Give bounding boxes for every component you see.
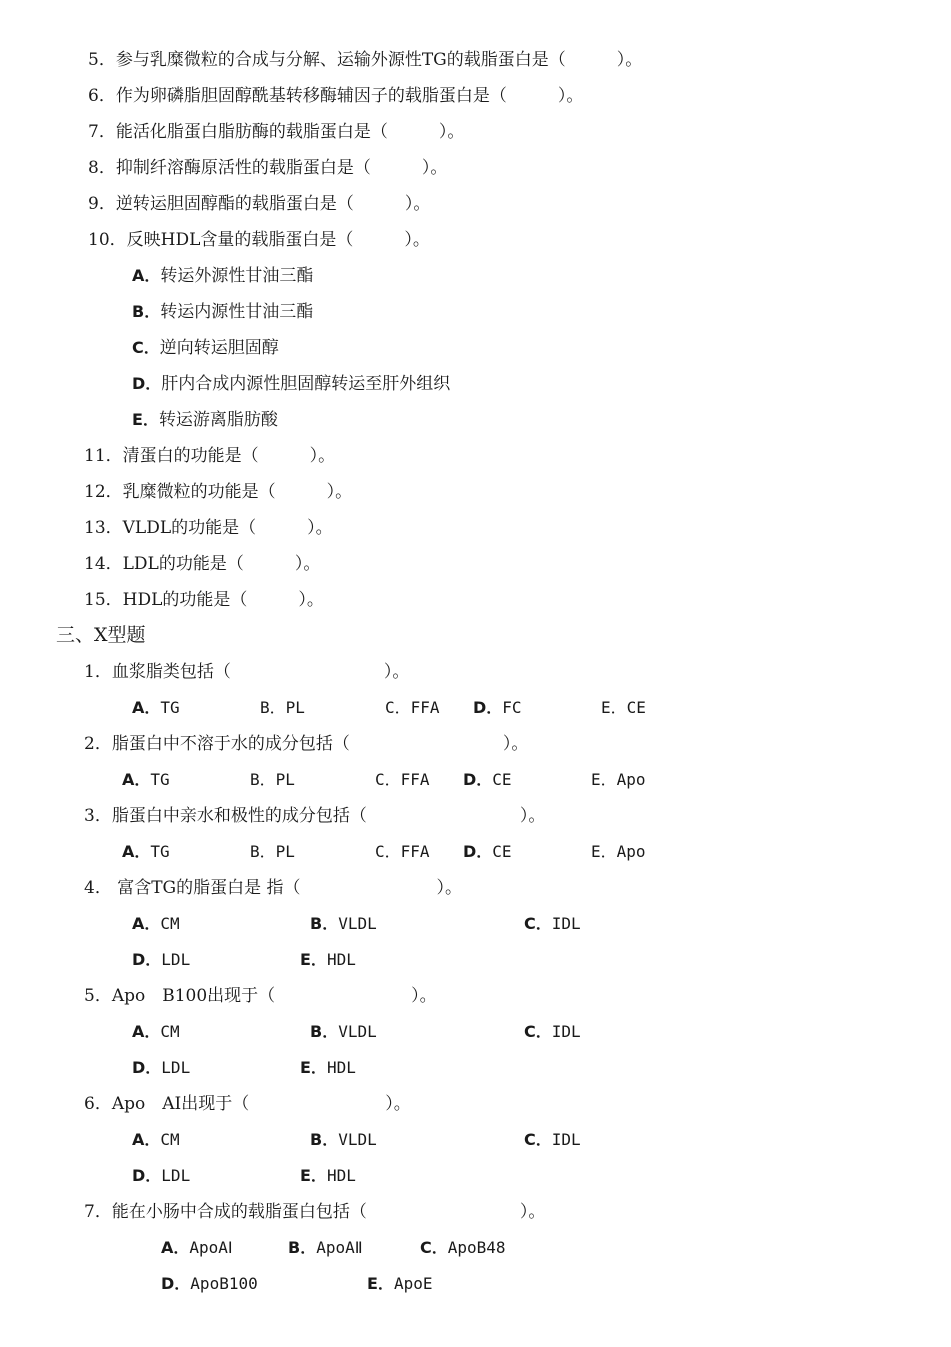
option-text: LDL xyxy=(161,950,191,969)
option-letter: D． xyxy=(132,950,162,969)
question-8: 8．抑制纤溶酶原活性的载脂蛋白是（ ）。 xyxy=(88,158,448,178)
option-letter: E． xyxy=(591,770,617,789)
option-text: VLDL xyxy=(338,1022,377,1041)
option-letter: B． xyxy=(260,698,286,717)
shared-option-a xyxy=(132,264,313,288)
option-letter: D． xyxy=(132,374,162,393)
option-text: CE xyxy=(626,698,646,717)
option-e xyxy=(591,768,646,792)
question-9: 9．逆转运胆固醇酯的载脂蛋白是（ ）。 xyxy=(88,194,431,214)
question-7: 7．能活化脂蛋白脂肪酶的载脂蛋白是（ ）。 xyxy=(88,122,465,142)
option-letter: C． xyxy=(132,338,160,357)
option-b xyxy=(310,1020,377,1044)
option-letter: C． xyxy=(375,770,401,789)
option-a xyxy=(161,1236,233,1260)
question-14: 14．LDL的功能是（ ）。 xyxy=(84,554,321,574)
option-c xyxy=(524,1020,581,1044)
option-d xyxy=(463,768,512,792)
option-text: IDL xyxy=(551,1130,581,1149)
option-text: PL xyxy=(275,842,295,861)
option-letter: D． xyxy=(132,1166,162,1185)
option-text: 逆向转运胆固醇 xyxy=(159,338,279,358)
option-text: CE xyxy=(492,770,512,789)
question-12: 12．乳糜微粒的功能是（ ）。 xyxy=(84,482,353,502)
option-letter: C． xyxy=(524,1130,552,1149)
option-a xyxy=(132,1020,180,1044)
option-text: Apo xyxy=(616,770,646,789)
section-heading: 三、X型题 xyxy=(56,624,146,646)
option-d xyxy=(463,840,512,864)
option-letter: B． xyxy=(288,1238,317,1257)
option-letter: C． xyxy=(524,1022,552,1041)
option-letter: E． xyxy=(300,1058,327,1077)
option-letter: A． xyxy=(122,842,151,861)
option-letter: A． xyxy=(132,1130,161,1149)
option-text: IDL xyxy=(551,914,581,933)
option-text: HDL xyxy=(326,1058,356,1077)
option-letter: A． xyxy=(161,1238,190,1257)
option-text: PL xyxy=(275,770,295,789)
x-question-1: 1．血浆脂类包括（ ）。 xyxy=(84,662,410,682)
x-question-3: 3．脂蛋白中亲水和极性的成分包括（ ）。 xyxy=(84,806,546,826)
option-letter: A． xyxy=(132,1022,161,1041)
x-question-2: 2．脂蛋白中不溶于水的成分包括（ ）。 xyxy=(84,734,529,754)
option-c xyxy=(420,1236,506,1260)
option-e xyxy=(367,1272,432,1296)
x-question-4: 4． 富含TG的脂蛋白是 指（ ）。 xyxy=(84,878,463,898)
option-d xyxy=(132,948,190,972)
option-b xyxy=(288,1236,363,1260)
option-text: CM xyxy=(160,914,180,933)
option-b xyxy=(250,840,295,864)
option-b xyxy=(260,696,305,720)
option-text: ApoAⅡ xyxy=(316,1238,363,1257)
option-b xyxy=(310,912,377,936)
option-text: VLDL xyxy=(338,914,377,933)
shared-option-e xyxy=(132,408,278,432)
question-10: 10．反映HDL含量的载脂蛋白是（ ）。 xyxy=(88,230,430,250)
option-letter: A． xyxy=(132,266,161,285)
option-letter: E． xyxy=(601,698,627,717)
option-text: 转运游离脂肪酸 xyxy=(158,410,278,430)
option-letter: B． xyxy=(310,1130,339,1149)
option-text: FFA xyxy=(410,698,440,717)
question-13: 13．VLDL的功能是（ ）。 xyxy=(84,518,333,538)
option-text: FFA xyxy=(400,770,430,789)
option-text: 转运外源性甘油三酯 xyxy=(160,266,314,286)
option-text: CM xyxy=(160,1130,180,1149)
option-letter: C． xyxy=(385,698,411,717)
option-a xyxy=(122,840,170,864)
option-d xyxy=(473,696,522,720)
option-c xyxy=(375,840,430,864)
option-a xyxy=(132,912,180,936)
option-text: VLDL xyxy=(338,1130,377,1149)
x-question-7: 7．能在小肠中合成的载脂蛋白包括（ ）。 xyxy=(84,1202,546,1222)
option-text: 转运内源性甘油三酯 xyxy=(160,302,314,322)
option-letter: E． xyxy=(300,1166,327,1185)
option-letter: A． xyxy=(132,698,161,717)
option-text: TG xyxy=(150,842,170,861)
option-c xyxy=(524,1128,581,1152)
option-text: ApoB100 xyxy=(190,1274,258,1293)
option-text: HDL xyxy=(326,950,356,969)
option-text: LDL xyxy=(161,1058,191,1077)
option-d xyxy=(132,1164,190,1188)
option-letter: E． xyxy=(367,1274,394,1293)
option-d xyxy=(132,1056,190,1080)
question-11: 11．清蛋白的功能是（ ）。 xyxy=(84,446,336,466)
option-e xyxy=(300,1164,356,1188)
option-letter: C． xyxy=(375,842,401,861)
option-text: CM xyxy=(160,1022,180,1041)
option-text: CE xyxy=(492,842,512,861)
question-6: 6．作为卵磷脂胆固醇酰基转移酶辅因子的载脂蛋白是（ ）。 xyxy=(88,86,584,106)
option-letter: C． xyxy=(524,914,552,933)
question-5: 5．参与乳糜微粒的合成与分解、运输外源性TG的载脂蛋白是（ ）。 xyxy=(88,50,643,70)
option-c xyxy=(524,912,581,936)
option-a xyxy=(132,1128,180,1152)
option-letter: E． xyxy=(132,410,159,429)
option-c xyxy=(385,696,440,720)
option-text: LDL xyxy=(161,1166,191,1185)
option-c xyxy=(375,768,430,792)
option-letter: D． xyxy=(473,698,503,717)
option-letter: D． xyxy=(463,770,493,789)
option-text: PL xyxy=(285,698,305,717)
option-d xyxy=(161,1272,258,1296)
option-text: Apo xyxy=(616,842,646,861)
option-text: ApoE xyxy=(393,1274,433,1293)
option-letter: E． xyxy=(300,950,327,969)
option-e xyxy=(300,948,356,972)
option-letter: D． xyxy=(132,1058,162,1077)
option-letter: B． xyxy=(250,842,276,861)
option-text: FFA xyxy=(400,842,430,861)
option-letter: D． xyxy=(161,1274,191,1293)
x-question-6: 6．Apo AI出现于（ ）。 xyxy=(84,1094,411,1114)
option-text: HDL xyxy=(326,1166,356,1185)
shared-option-b xyxy=(132,300,313,324)
option-text: FC xyxy=(502,698,522,717)
option-a xyxy=(132,696,180,720)
option-text: TG xyxy=(150,770,170,789)
option-b xyxy=(250,768,295,792)
option-letter: B． xyxy=(250,770,276,789)
shared-option-d xyxy=(132,372,450,396)
option-letter: B． xyxy=(310,914,339,933)
option-e xyxy=(300,1056,356,1080)
x-question-5: 5．Apo B100出现于（ ）。 xyxy=(84,986,437,1006)
option-e xyxy=(591,840,646,864)
option-letter: E． xyxy=(591,842,617,861)
option-a xyxy=(122,768,170,792)
option-letter: C． xyxy=(420,1238,448,1257)
option-e xyxy=(601,696,646,720)
option-text: TG xyxy=(160,698,180,717)
question-15: 15．HDL的功能是（ ）。 xyxy=(84,590,324,610)
option-letter: A． xyxy=(132,914,161,933)
option-letter: D． xyxy=(463,842,493,861)
option-letter: B． xyxy=(310,1022,339,1041)
option-letter: B． xyxy=(132,302,161,321)
shared-option-c xyxy=(132,336,279,360)
option-b xyxy=(310,1128,377,1152)
option-text: IDL xyxy=(551,1022,581,1041)
option-text: ApoAⅠ xyxy=(189,1238,233,1257)
option-letter: A． xyxy=(122,770,151,789)
option-text: 肝内合成内源性胆固醇转运至肝外组织 xyxy=(161,374,451,394)
option-text: ApoB48 xyxy=(447,1238,506,1257)
